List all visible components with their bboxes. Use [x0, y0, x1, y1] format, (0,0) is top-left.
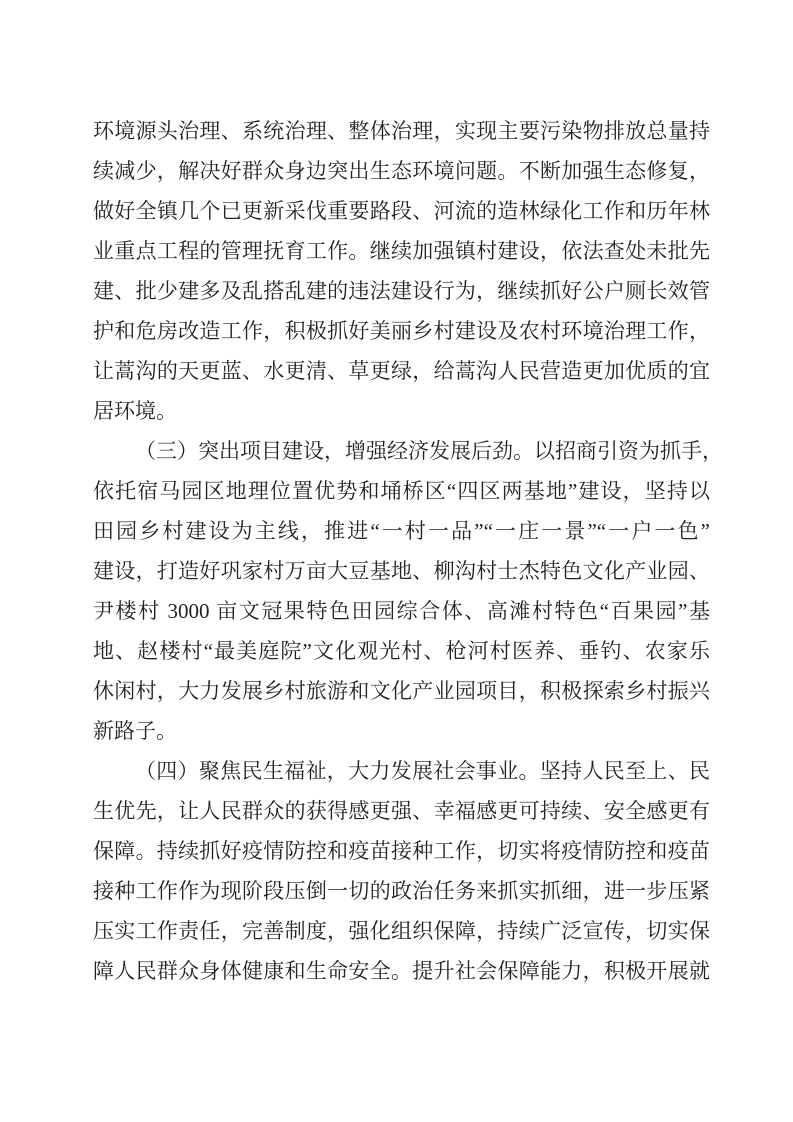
text-line: 生优先，让人民群众的获得感更强、幸福感更可持续、安全感更有	[93, 799, 710, 823]
text-line: 居环境。	[93, 399, 177, 423]
text-line: 田园乡村建设为主线，推进“一村一品”“一庄一景”“一户一色”	[93, 519, 710, 543]
text-line: 环境源头治理、系统治理、整体治理，实现主要污染物排放总量持	[93, 119, 710, 143]
text-line: 让蒿沟的天更蓝、水更清、草更绿，给蒿沟人民营造更加优质的宜	[93, 359, 710, 383]
text-line: 续减少，解决好群众身边突出生态环境问题。不断加强生态修复，	[93, 159, 710, 183]
text-line: 接种工作作为现阶段压倒一切的政治任务来抓实抓细，进一步压紧	[93, 879, 710, 903]
text-line: 护和危房改造工作，积极抓好美丽乡村建设及农村环境治理工作，	[93, 319, 710, 343]
text-line: （四）聚焦民生福祉，大力发展社会事业。坚持人民至上、民	[135, 759, 710, 783]
text-line: 建设，打造好巩家村万亩大豆基地、柳沟村士杰特色文化产业园、	[93, 559, 710, 583]
text-line: 做好全镇几个已更新采伐重要路段、河流的造林绿化工作和历年林	[93, 199, 710, 223]
text-line: 建、批少建多及乱搭乱建的违法建设行为，继续抓好公户厕长效管	[93, 279, 710, 303]
text-line: 尹楼村 3000 亩文冠果特色田园综合体、高滩村特色“百果园”基	[93, 599, 710, 623]
text-block	[93, 111, 723, 991]
text-line: 业重点工程的管理抚育工作。继续加强镇村建设，依法查处未批先	[93, 239, 710, 263]
text-line: 压实工作责任，完善制度，强化组织保障，持续广泛宣传，切实保	[93, 919, 710, 943]
text-line: 休闲村，大力发展乡村旅游和文化产业园项目，积极探索乡村振兴	[93, 679, 710, 703]
text-line: 障人民群众身体健康和生命安全。提升社会保障能力，积极开展就	[93, 959, 710, 983]
text-line: 保障。持续抓好疫情防控和疫苗接种工作，切实将疫情防控和疫苗	[93, 839, 710, 863]
text-line: 地、赵楼村“最美庭院”文化观光村、枪河村医养、垂钓、农家乐	[93, 639, 710, 663]
text-line: （三）突出项目建设，增强经济发展后劲。以招商引资为抓手，	[135, 439, 723, 463]
text-line: 依托宿马园区地理位置优势和埇桥区“四区两基地”建设，坚持以	[93, 479, 710, 503]
text-line: 新路子。	[93, 719, 177, 743]
